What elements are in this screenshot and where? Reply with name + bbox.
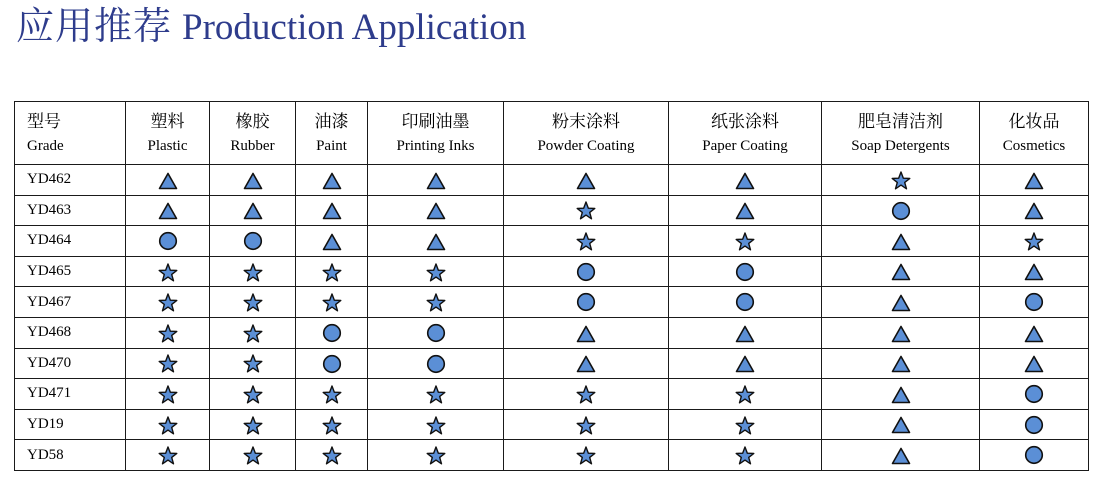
triangle-icon [891, 325, 911, 343]
grade-cell: YD58 [15, 440, 126, 471]
triangle-icon [576, 325, 596, 343]
circle-icon [735, 262, 755, 282]
triangle-icon [158, 172, 178, 190]
rating-cell [504, 440, 669, 471]
triangle-icon [1024, 325, 1044, 343]
star-icon [576, 416, 596, 435]
star-icon [322, 416, 342, 435]
rating-cell [368, 348, 504, 379]
rating-cell [980, 440, 1089, 471]
star-icon [426, 293, 446, 312]
rating-cell [822, 165, 980, 196]
triangle-icon [735, 325, 755, 343]
column-header-en: Soap Detergents [851, 137, 950, 154]
rating-cell [368, 409, 504, 440]
column-header-grade [15, 102, 126, 165]
column-header-cn: 肥皂清洁剂 [858, 111, 943, 132]
rating-cell [210, 317, 296, 348]
column-header-cn: 油漆 [314, 111, 349, 132]
column-header-en: Powder Coating [537, 137, 635, 154]
rating-cell [368, 287, 504, 318]
grade-cell: YD19 [15, 409, 126, 440]
rating-cell [210, 226, 296, 257]
table-row [15, 440, 1089, 471]
column-header-3 [368, 102, 504, 165]
rating-cell [368, 379, 504, 410]
rating-cell [296, 256, 368, 287]
circle-icon [1024, 445, 1044, 465]
star-icon [891, 171, 911, 190]
rating-cell [296, 348, 368, 379]
rating-cell [822, 379, 980, 410]
triangle-icon [576, 355, 596, 373]
rating-cell [504, 409, 669, 440]
grade-cell: YD470 [15, 348, 126, 379]
rating-cell [822, 440, 980, 471]
table-row [15, 256, 1089, 287]
table-row [15, 409, 1089, 440]
rating-cell [296, 165, 368, 196]
circle-icon [243, 231, 263, 251]
triangle-icon [322, 172, 342, 190]
star-icon [243, 263, 263, 282]
rating-cell [669, 440, 822, 471]
column-header-cn: 化妆品 [1008, 111, 1060, 132]
star-icon [158, 354, 178, 373]
rating-cell [980, 348, 1089, 379]
table-row [15, 287, 1089, 318]
rating-cell [822, 348, 980, 379]
rating-cell [822, 256, 980, 287]
rating-cell [504, 379, 669, 410]
rating-cell [296, 226, 368, 257]
triangle-icon [891, 294, 911, 312]
rating-cell [368, 226, 504, 257]
triangle-icon [1024, 172, 1044, 190]
column-header-cn: 橡胶 [235, 111, 270, 132]
triangle-icon [1024, 263, 1044, 281]
rating-cell [368, 256, 504, 287]
header-row [15, 102, 1089, 165]
rating-cell [126, 379, 210, 410]
rating-cell [504, 287, 669, 318]
application-table [14, 101, 1089, 471]
rating-cell [504, 317, 669, 348]
column-header-en: Rubber [230, 137, 275, 154]
triangle-icon [891, 233, 911, 251]
page-title [16, 2, 526, 50]
rating-cell [669, 226, 822, 257]
rating-cell [296, 287, 368, 318]
star-icon [322, 446, 342, 465]
rating-cell [210, 348, 296, 379]
star-icon [576, 385, 596, 404]
star-icon [243, 416, 263, 435]
circle-icon [426, 323, 446, 343]
rating-cell [980, 287, 1089, 318]
triangle-icon [735, 202, 755, 220]
rating-cell [822, 195, 980, 226]
rating-cell [368, 195, 504, 226]
rating-cell [669, 165, 822, 196]
grade-cell: YD464 [15, 226, 126, 257]
rating-cell [210, 165, 296, 196]
triangle-icon [891, 447, 911, 465]
grade-cell: YD463 [15, 195, 126, 226]
star-icon [576, 446, 596, 465]
triangle-icon [426, 172, 446, 190]
star-icon [576, 232, 596, 251]
page-title-cn: 应用推荐 [16, 4, 173, 48]
rating-cell [210, 440, 296, 471]
star-icon [243, 446, 263, 465]
rating-cell [126, 256, 210, 287]
circle-icon [426, 354, 446, 374]
triangle-icon [426, 233, 446, 251]
rating-cell [504, 195, 669, 226]
star-icon [322, 293, 342, 312]
star-icon [576, 201, 596, 220]
column-header-6 [822, 102, 980, 165]
circle-icon [158, 231, 178, 251]
rating-cell [980, 256, 1089, 287]
rating-cell [296, 379, 368, 410]
rating-cell [296, 409, 368, 440]
star-icon [426, 385, 446, 404]
rating-cell [669, 256, 822, 287]
star-icon [158, 416, 178, 435]
rating-cell [669, 379, 822, 410]
triangle-icon [576, 172, 596, 190]
rating-cell [504, 165, 669, 196]
triangle-icon [891, 263, 911, 281]
star-icon [735, 385, 755, 404]
rating-cell [126, 287, 210, 318]
rating-cell [504, 348, 669, 379]
rating-cell [126, 348, 210, 379]
star-icon [735, 416, 755, 435]
star-icon [158, 446, 178, 465]
triangle-icon [243, 172, 263, 190]
triangle-icon [735, 172, 755, 190]
column-header-cn: 塑料 [150, 111, 185, 132]
star-icon [158, 385, 178, 404]
star-icon [735, 232, 755, 251]
column-header-en: Plastic [147, 137, 188, 154]
circle-icon [735, 292, 755, 312]
column-header-cn: 纸张涂料 [711, 111, 779, 132]
rating-cell [126, 409, 210, 440]
column-header-en: Grade [27, 137, 64, 154]
rating-cell [669, 409, 822, 440]
grade-cell: YD462 [15, 165, 126, 196]
column-header-5 [669, 102, 822, 165]
circle-icon [576, 292, 596, 312]
rating-cell [296, 440, 368, 471]
rating-cell [980, 379, 1089, 410]
column-header-7 [980, 102, 1089, 165]
circle-icon [576, 262, 596, 282]
rating-cell [210, 379, 296, 410]
star-icon [158, 293, 178, 312]
rating-cell [822, 226, 980, 257]
table-row [15, 165, 1089, 196]
column-header-4 [504, 102, 669, 165]
column-header-cn: 粉末涂料 [552, 111, 620, 132]
triangle-icon [891, 416, 911, 434]
star-icon [243, 324, 263, 343]
rating-cell [126, 165, 210, 196]
rating-cell [669, 195, 822, 226]
star-icon [158, 263, 178, 282]
table-row [15, 195, 1089, 226]
column-header-en: Paint [316, 137, 347, 154]
triangle-icon [322, 233, 342, 251]
column-header-en: Printing Inks [396, 137, 475, 154]
rating-cell [126, 226, 210, 257]
star-icon [322, 263, 342, 282]
rating-cell [822, 317, 980, 348]
column-header-cn: 型号 [27, 111, 61, 132]
triangle-icon [891, 355, 911, 373]
triangle-icon [735, 355, 755, 373]
column-header-en: Cosmetics [1002, 137, 1066, 154]
rating-cell [822, 287, 980, 318]
rating-cell [504, 256, 669, 287]
table-row [15, 379, 1089, 410]
rating-cell [822, 409, 980, 440]
rating-cell [126, 440, 210, 471]
star-icon [1024, 232, 1044, 251]
grade-cell: YD468 [15, 317, 126, 348]
rating-cell [669, 348, 822, 379]
star-icon [735, 446, 755, 465]
rating-cell [980, 317, 1089, 348]
star-icon [243, 354, 263, 373]
rating-cell [210, 409, 296, 440]
rating-cell [296, 317, 368, 348]
rating-cell [980, 409, 1089, 440]
grade-cell: YD465 [15, 256, 126, 287]
triangle-icon [322, 202, 342, 220]
star-icon [158, 324, 178, 343]
triangle-icon [1024, 355, 1044, 373]
rating-cell [126, 317, 210, 348]
rating-cell [210, 256, 296, 287]
column-header-0 [126, 102, 210, 165]
circle-icon [1024, 384, 1044, 404]
table-row [15, 348, 1089, 379]
rating-cell [980, 195, 1089, 226]
triangle-icon [243, 202, 263, 220]
triangle-icon [1024, 202, 1044, 220]
star-icon [426, 416, 446, 435]
rating-cell [368, 165, 504, 196]
rating-cell [669, 317, 822, 348]
rating-cell [504, 226, 669, 257]
circle-icon [322, 354, 342, 374]
column-header-cn: 印刷油墨 [401, 111, 470, 132]
circle-icon [1024, 292, 1044, 312]
table-row [15, 226, 1089, 257]
rating-cell [296, 195, 368, 226]
circle-icon [891, 201, 911, 221]
triangle-icon [426, 202, 446, 220]
rating-cell [210, 287, 296, 318]
star-icon [243, 385, 263, 404]
star-icon [243, 293, 263, 312]
rating-cell [669, 287, 822, 318]
column-header-1 [210, 102, 296, 165]
table-row [15, 317, 1089, 348]
circle-icon [1024, 415, 1044, 435]
rating-cell [210, 195, 296, 226]
triangle-icon [158, 202, 178, 220]
column-header-en: Paper Coating [702, 137, 788, 154]
rating-cell [368, 440, 504, 471]
circle-icon [322, 323, 342, 343]
column-header-2 [296, 102, 368, 165]
table-body [15, 165, 1089, 471]
rating-cell [980, 226, 1089, 257]
rating-cell [368, 317, 504, 348]
grade-cell: YD471 [15, 379, 126, 410]
page-title-en: Production Application [182, 7, 527, 48]
triangle-icon [891, 386, 911, 404]
star-icon [322, 385, 342, 404]
rating-cell [980, 165, 1089, 196]
star-icon [426, 263, 446, 282]
rating-cell [126, 195, 210, 226]
star-icon [426, 446, 446, 465]
grade-cell: YD467 [15, 287, 126, 318]
